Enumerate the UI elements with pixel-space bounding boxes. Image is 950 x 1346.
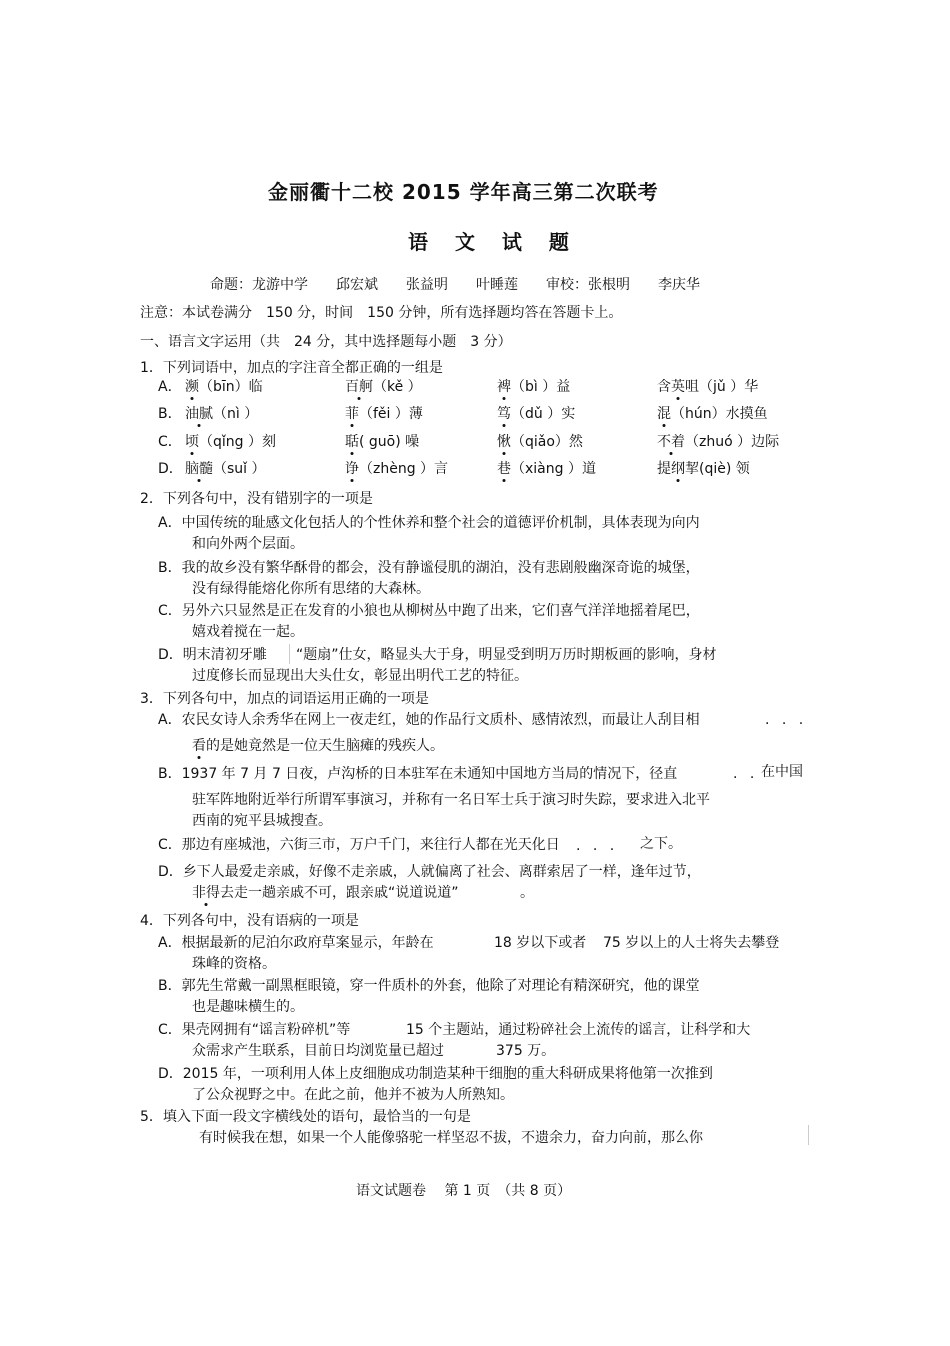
exam-subject: 语 文 试 题 <box>408 230 579 254</box>
option-text: “题扇”仕女，略显头大于身，明显受到明万历时期板画的影响，身材 <box>296 647 717 663</box>
question-2-stem: 2．下列各句中，没有错别字的一项是 <box>140 491 373 507</box>
dotted-char: 混 <box>657 406 671 422</box>
option-cell <box>185 405 258 423</box>
option-text: C．那边有座城池，六街三市，万户千门，来往行人都在光天化日 <box>158 837 560 853</box>
option-cell <box>497 433 583 451</box>
pinyin: （qiǎo）然 <box>511 434 583 450</box>
option-text-rest: 的是她竟然是一位天生脑瘫的残疾人。 <box>206 738 444 754</box>
emphasis-dots: · · · <box>765 716 808 732</box>
dotted-char: 非得 <box>192 885 220 901</box>
option-text: 没有绿得能熔化你所有思绪的大森林。 <box>192 581 430 597</box>
option-text: 在中国 <box>761 764 803 780</box>
pinyin: （suǐ ） <box>213 461 266 477</box>
option-text: 嬉戏着搅在一起。 <box>192 624 304 640</box>
pinyin: （xiàng ）道 <box>511 461 596 477</box>
option-text-rest: 去走一趟亲戚不可，跟亲戚“说道说道” <box>220 885 459 901</box>
pinyin: （zhuó ）边际 <box>685 434 780 450</box>
page-footer: 语文试题卷 第 1 页 （共 8 页） <box>356 1183 572 1199</box>
pinyin: （dǔ ）实 <box>511 406 576 422</box>
option-cell <box>345 460 448 478</box>
dotted-char: 脑髓 <box>185 461 213 477</box>
option-text: C．果壳网拥有“谣言粉碎机”等 <box>158 1022 351 1038</box>
pinyin: （hún）水摸鱼 <box>671 406 768 422</box>
option-text: B．郭先生常戴一副黑框眼镜，穿一件质朴的外套，他除了对理论有精深研究，他的课堂 <box>158 978 700 994</box>
option-cell <box>345 378 422 396</box>
option-text: 了公众视野之中。在此之前，他并不被为人所熟知。 <box>192 1087 514 1103</box>
emphasis-dots: · · <box>733 770 759 786</box>
pinyin: （zhèng ）言 <box>359 461 449 477</box>
pinyin: （bīn）临 <box>199 379 263 395</box>
option-text: 15 个主题站，通过粉碎社会上流传的谣言，让科学和大 <box>406 1022 751 1038</box>
dotted-char: 提纲挈 <box>657 461 699 477</box>
dotted-char: 不着 <box>657 434 685 450</box>
option-text: A．根据最新的尼泊尔政府草案显示，年龄在 <box>158 935 434 951</box>
pinyin: （bì ）益 <box>511 379 571 395</box>
option-text: 18 岁以下或者 <box>494 935 587 951</box>
option-text: D．2015 年，一项利用人体上皮细胞成功制造某种干细胞的重大科研成果将他第一次推到 <box>158 1066 713 1082</box>
dotted-char: 含英咀 <box>657 379 699 395</box>
option-label: B． <box>158 406 182 422</box>
dotted-char: 愀 <box>497 434 511 450</box>
dotted-char: 裨 <box>497 379 511 395</box>
dotted-char: 聒 <box>345 434 359 450</box>
notice-line: 注意：本试卷满分 150 分，时间 150 分钟，所有选择题均答在答题卡上。 <box>140 305 623 321</box>
option-cell <box>657 405 768 423</box>
dotted-char: 诤 <box>345 461 359 477</box>
section-heading: 一、语言文字运用（共 24 分，其中选择题每小题 3 分） <box>140 334 512 350</box>
option-text: 375 万。 <box>496 1043 556 1059</box>
question-3-stem: 3．下列各句中，加点的词语运用正确的一项是 <box>140 691 429 707</box>
option-text: 之下。 <box>640 836 682 852</box>
option-label: A． <box>158 379 182 395</box>
option-text: 也是趣味横生的。 <box>192 999 304 1015</box>
option-text: 过度修长而显现出大头仕女，彰显出明代工艺的特征。 <box>192 668 528 684</box>
option-cell <box>185 378 263 396</box>
dotted-char: 笃 <box>497 406 511 422</box>
option-text: B．我的故乡没有繁华酥骨的都会，没有静谧侵肌的湖泊，没有悲剧般幽深奇诡的城堡， <box>158 560 700 576</box>
divider <box>289 644 290 664</box>
option-text: 和向外两个层面。 <box>192 536 304 552</box>
option-text: B．1937 年 7 月 7 日夜，卢沟桥的日本驻军在未通知中国地方当局的情况下，径直 <box>158 766 678 782</box>
option-cell <box>497 378 570 396</box>
option-text: 众需求产生联系，目前日均浏览量已超过 <box>192 1043 444 1059</box>
pinyin: （jǔ ）华 <box>699 379 759 395</box>
pinyin: （kě ） <box>373 379 422 395</box>
option-text <box>192 737 444 755</box>
option-cell <box>497 405 575 423</box>
option-text: 珠峰的资格。 <box>192 956 276 972</box>
option-cell <box>185 433 276 451</box>
option-text: A．中国传统的耻感文化包括人的个性休养和整个社会的道德评价机制，具体表现为向内 <box>158 515 700 531</box>
option-cell <box>185 460 266 478</box>
pinyin: （nì ） <box>213 406 259 422</box>
pinyin: （fěi ）薄 <box>359 406 423 422</box>
dotted-char: 看 <box>192 738 206 754</box>
pinyin: (qiè) 领 <box>699 461 750 477</box>
option-cell <box>657 460 750 478</box>
option-text: 。 <box>520 885 534 901</box>
option-cell <box>657 378 758 396</box>
option-text: D．乡下人最爱走亲戚，好像不走亲戚，人就偏离了社会、离群索居了一样，逢年过节， <box>158 864 701 880</box>
option-text: A．农民女诗人余秀华在网上一夜走红，她的作品行文质朴、感情浓烈，而最让人刮目相 <box>158 712 700 728</box>
emphasis-dots: · · · <box>576 842 619 858</box>
option-label: C． <box>158 434 182 450</box>
question-4-stem: 4．下列各句中，没有语病的一项是 <box>140 913 359 929</box>
divider <box>808 1125 809 1145</box>
question-1-stem: 1．下列词语中，加点的字注音全都正确的一组是 <box>140 360 443 376</box>
passage-line: 有时候我在想，如果一个人能像骆驼一样坚忍不拔，不遗余力，奋力向前，那么你 <box>199 1130 703 1146</box>
option-label: D． <box>158 461 183 477</box>
option-text: 西南的宛平县城搜查。 <box>192 813 332 829</box>
authors-line: 命题：龙游中学 邱宏斌 张益明 叶睡莲 审校：张根明 李庆华 <box>210 277 700 293</box>
question-5-stem: 5．填入下面一段文字横线处的语句，最恰当的一句是 <box>140 1109 471 1125</box>
dotted-char: 顷 <box>185 434 199 450</box>
dotted-char: 菲 <box>345 406 359 422</box>
dotted-char: 巷 <box>497 461 511 477</box>
exam-title: 金丽衢十二校 2015 学年高三第二次联考 <box>268 180 659 204</box>
option-cell <box>497 460 596 478</box>
dotted-char: 濒 <box>185 379 199 395</box>
option-cell <box>657 433 779 451</box>
dotted-char: 油腻 <box>185 406 213 422</box>
option-cell <box>345 433 419 451</box>
option-text: C．另外六只显然是正在发育的小狼也从柳树丛中跑了出来，它们喜气洋洋地摇着尾巴， <box>158 603 700 619</box>
option-text: 驻军阵地附近举行所谓军事演习，并称有一名日军士兵于演习时失踪，要求进入北平 <box>192 792 710 808</box>
option-text: D．明末清初牙雕 <box>158 647 267 663</box>
option-text <box>192 884 459 902</box>
dotted-char: 百舸 <box>345 379 373 395</box>
pinyin: （qǐng ）刻 <box>199 434 276 450</box>
option-text: 75 岁以上的人士将失去攀登 <box>603 935 780 951</box>
pinyin: ( guō) 噪 <box>359 434 420 450</box>
option-cell <box>345 405 423 423</box>
